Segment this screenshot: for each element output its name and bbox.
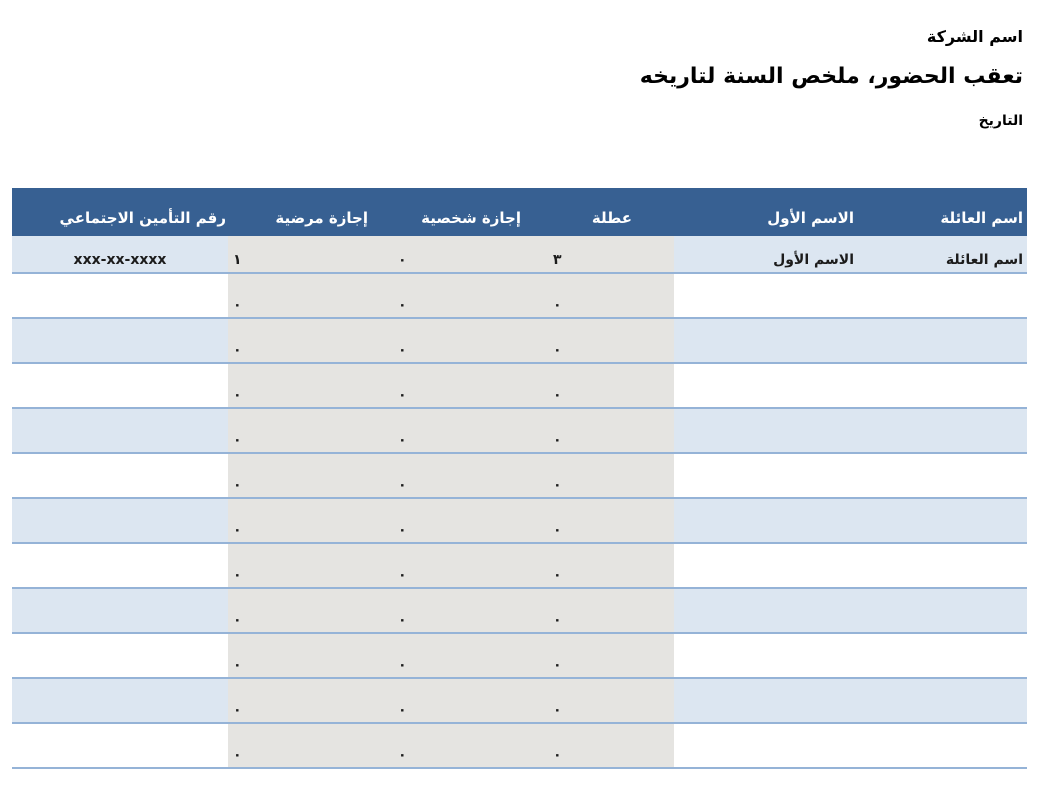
- cell-first[interactable]: [674, 679, 858, 722]
- cell-personal[interactable]: ٠: [376, 499, 525, 542]
- column-header-ssn: رقم التأمين الاجتماعي: [59, 209, 226, 227]
- cell-ssn[interactable]: [12, 364, 228, 407]
- cell-family[interactable]: [858, 589, 1027, 632]
- cell-ssn[interactable]: [12, 724, 228, 767]
- cell-ssn[interactable]: [12, 634, 228, 677]
- cell-personal[interactable]: ٠: [376, 319, 525, 362]
- column-header-family: اسم العائلة: [940, 209, 1023, 227]
- cell-ssn[interactable]: [12, 499, 228, 542]
- table-row: [12, 724, 1027, 769]
- cell-family[interactable]: [858, 364, 1027, 407]
- cell-personal[interactable]: ٠: [376, 236, 525, 272]
- cell-family[interactable]: اسم العائلة: [945, 252, 1023, 268]
- table-row: [12, 319, 1027, 364]
- column-header-first: الاسم الأول: [767, 209, 854, 227]
- cell-personal[interactable]: ٠: [376, 364, 525, 407]
- cell-sick[interactable]: ٠: [228, 544, 376, 587]
- cell-vacation[interactable]: ٣: [525, 236, 674, 272]
- cell-first[interactable]: [674, 589, 858, 632]
- cell-family[interactable]: [858, 544, 1027, 587]
- cell-ssn[interactable]: [12, 544, 228, 587]
- cell-sick[interactable]: ٠: [228, 364, 376, 407]
- table-row: [12, 634, 1027, 679]
- cell-ssn[interactable]: xxx-xx-xxxx: [73, 252, 167, 268]
- table-row: [12, 454, 1027, 499]
- cell-family[interactable]: [858, 499, 1027, 542]
- company-name: اسم الشركة: [926, 27, 1023, 46]
- cell-vacation[interactable]: ٠: [525, 544, 674, 587]
- date-label: التاريخ: [978, 113, 1023, 129]
- cell-personal[interactable]: ٠: [376, 724, 525, 767]
- cell-sick[interactable]: ٠: [228, 679, 376, 722]
- cell-personal[interactable]: ٠: [376, 454, 525, 497]
- cell-family[interactable]: [858, 409, 1027, 452]
- cell-vacation[interactable]: ٠: [525, 634, 674, 677]
- cell-first[interactable]: [674, 499, 858, 542]
- cell-personal[interactable]: ٠: [376, 409, 525, 452]
- cell-first[interactable]: [674, 409, 858, 452]
- cell-sick[interactable]: ٠: [228, 274, 376, 317]
- cell-first[interactable]: الاسم الأول: [773, 252, 854, 268]
- cell-family[interactable]: [858, 724, 1027, 767]
- cell-first[interactable]: [674, 364, 858, 407]
- table-row: [12, 236, 1027, 274]
- table-header-row: [12, 188, 1027, 236]
- attendance-table: [12, 188, 1027, 769]
- cell-family[interactable]: [858, 274, 1027, 317]
- column-header-personal: إجازة شخصية: [421, 209, 521, 227]
- cell-sick[interactable]: ٠: [228, 319, 376, 362]
- cell-family[interactable]: [858, 319, 1027, 362]
- cell-ssn[interactable]: [12, 409, 228, 452]
- cell-first[interactable]: [674, 319, 858, 362]
- cell-first[interactable]: [674, 544, 858, 587]
- column-header-vacation: عطلة: [591, 209, 632, 227]
- cell-ssn[interactable]: [12, 274, 228, 317]
- cell-first[interactable]: [674, 274, 858, 317]
- cell-vacation[interactable]: ٠: [525, 274, 674, 317]
- cell-sick[interactable]: ٠: [228, 589, 376, 632]
- cell-family[interactable]: [858, 679, 1027, 722]
- cell-personal[interactable]: ٠: [376, 634, 525, 677]
- cell-personal[interactable]: ٠: [376, 589, 525, 632]
- cell-personal[interactable]: ٠: [376, 544, 525, 587]
- cell-sick[interactable]: ٠: [228, 409, 376, 452]
- cell-vacation[interactable]: ٠: [525, 679, 674, 722]
- cell-first[interactable]: [674, 454, 858, 497]
- cell-vacation[interactable]: ٠: [525, 724, 674, 767]
- table-row: [12, 274, 1027, 319]
- table-row: [12, 499, 1027, 544]
- cell-first[interactable]: [674, 634, 858, 677]
- table-row: [12, 544, 1027, 589]
- cell-first[interactable]: [674, 724, 858, 767]
- cell-personal[interactable]: ٠: [376, 274, 525, 317]
- cell-ssn[interactable]: [12, 319, 228, 362]
- cell-personal[interactable]: ٠: [376, 679, 525, 722]
- table-row: [12, 589, 1027, 634]
- cell-vacation[interactable]: ٠: [525, 409, 674, 452]
- cell-vacation[interactable]: ٠: [525, 319, 674, 362]
- cell-family[interactable]: [858, 454, 1027, 497]
- table-row: [12, 679, 1027, 724]
- cell-sick[interactable]: ٠: [228, 454, 376, 497]
- cell-vacation[interactable]: ٠: [525, 364, 674, 407]
- cell-ssn[interactable]: [12, 454, 228, 497]
- cell-sick[interactable]: ٠: [228, 724, 376, 767]
- table-row: [12, 364, 1027, 409]
- cell-vacation[interactable]: ٠: [525, 454, 674, 497]
- cell-sick[interactable]: ٠: [228, 499, 376, 542]
- cell-sick[interactable]: ١: [228, 236, 376, 272]
- cell-sick[interactable]: ٠: [228, 634, 376, 677]
- cell-family[interactable]: [858, 634, 1027, 677]
- cell-vacation[interactable]: ٠: [525, 589, 674, 632]
- cell-ssn[interactable]: [12, 679, 228, 722]
- cell-ssn[interactable]: [12, 589, 228, 632]
- column-header-sick: إجازة مرضية: [275, 209, 368, 227]
- page-title: تعقب الحضور، ملخص السنة لتاريخه: [639, 64, 1023, 89]
- table-row: [12, 409, 1027, 454]
- cell-vacation[interactable]: ٠: [525, 499, 674, 542]
